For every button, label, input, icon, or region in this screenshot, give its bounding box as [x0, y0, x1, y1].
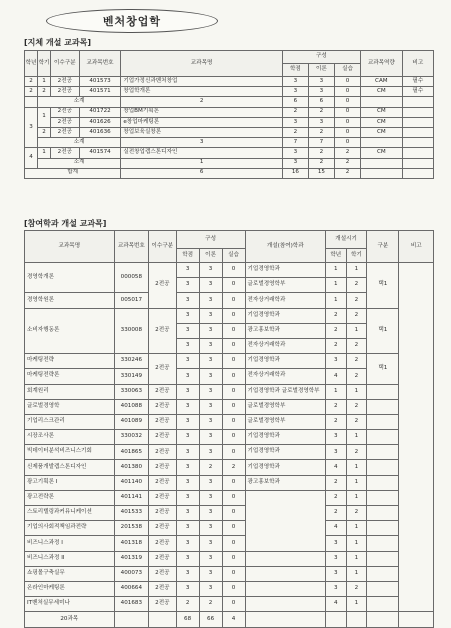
table-row: [25, 414, 434, 429]
course-credit: 3: [176, 414, 199, 429]
course-term: 1: [346, 551, 367, 566]
course-practice: 0: [222, 490, 245, 505]
course-term: 2: [346, 445, 367, 460]
course-credit: 3: [176, 551, 199, 566]
note-cell: [399, 263, 434, 612]
header-period: 개설시기: [325, 231, 366, 249]
course-practice: 0: [222, 263, 245, 278]
course-group: [367, 506, 399, 521]
table-row: 2 2 2전공 401571 창업학개론 3 3 0 CM 필수: [25, 87, 434, 97]
course-type: 2전공: [149, 506, 177, 521]
course-name: 쇼핑몰구축실무: [25, 566, 115, 581]
course-code: 400073: [114, 566, 148, 581]
table-row: [25, 430, 434, 445]
course-year: 3: [325, 430, 346, 445]
total-theory: 66: [199, 612, 222, 627]
table-row: 2 2전공 401636 창업보육실창론 2 2 0 CM: [25, 127, 434, 137]
course-name: 온라인마케팅론: [25, 581, 115, 596]
table-row: [25, 399, 434, 414]
course-practice: 0: [222, 445, 245, 460]
course-term: 2: [346, 278, 367, 293]
course-name: 경영학개론: [25, 263, 115, 293]
course-credit: 3: [176, 354, 199, 369]
course-name: 빅데이터분석비즈니스기회: [25, 445, 115, 460]
course-group: [367, 551, 399, 566]
table-row: [25, 536, 434, 551]
course-year: 2: [325, 323, 346, 338]
course-practice: 0: [222, 369, 245, 384]
course-credit: 3: [176, 506, 199, 521]
course-year: 4: [325, 460, 346, 475]
course-term: 2: [346, 414, 367, 429]
course-type: 2전공: [149, 308, 177, 354]
header-composition: 구성: [282, 51, 360, 64]
course-credit: 3: [176, 399, 199, 414]
course-code: 401140: [114, 475, 148, 490]
course-group: [367, 460, 399, 475]
course-credit: 3: [176, 445, 199, 460]
header-code: 교과목번호: [114, 231, 148, 263]
header-type: 이수구분: [149, 231, 177, 263]
course-type: 2전공: [149, 414, 177, 429]
course-theory: 2: [199, 597, 222, 612]
header-note: 비고: [402, 51, 433, 77]
header-theory: 이론: [199, 249, 222, 263]
course-term: 2: [346, 506, 367, 521]
course-year: 1: [325, 293, 346, 308]
course-code: 330246: [114, 354, 148, 369]
total-row: 합계 6 16 15 2: [25, 168, 434, 178]
header-year: 학년: [325, 249, 346, 263]
course-credit: 3: [176, 566, 199, 581]
course-type: 2전공: [149, 551, 177, 566]
table-row: 3 1 2전공 401722 창업BM기획론 2 2 0 CM: [25, 107, 434, 117]
course-term: 1: [346, 475, 367, 490]
course-theory: 3: [199, 384, 222, 399]
header-note: 비고: [399, 231, 434, 263]
course-group: [367, 581, 399, 596]
header-dept: 개설(참여)학과: [245, 231, 325, 263]
course-type: 2전공: [149, 597, 177, 612]
header-competency: 교과목역량: [361, 51, 403, 77]
course-credit: 3: [176, 263, 199, 278]
table-row: [25, 475, 434, 490]
header-theory: 이론: [308, 64, 334, 77]
table-row: [25, 581, 434, 596]
course-dept: 기업경영학과 글로벌경영학부: [245, 384, 325, 399]
course-theory: 3: [199, 445, 222, 460]
course-year: 4: [325, 521, 346, 536]
course-type: 2전공: [149, 581, 177, 596]
participating-courses-header: [25, 231, 434, 263]
course-name: 기업리스크관리: [25, 414, 115, 429]
course-credit: 3: [176, 384, 199, 399]
course-type: 2전공: [149, 490, 177, 505]
course-theory: 3: [199, 475, 222, 490]
course-practice: 0: [222, 430, 245, 445]
header-group: 구분: [367, 231, 399, 263]
course-group: [367, 414, 399, 429]
course-theory: 3: [199, 263, 222, 278]
course-practice: 0: [222, 506, 245, 521]
total-practice: 4: [222, 612, 245, 627]
course-name: 경영학원론: [25, 293, 115, 308]
course-theory: 3: [199, 323, 222, 338]
course-dept: [245, 566, 325, 581]
course-code: 401865: [114, 445, 148, 460]
course-practice: 0: [222, 323, 245, 338]
course-dept: 기업경영학과: [245, 460, 325, 475]
course-group: [367, 536, 399, 551]
course-theory: 3: [199, 521, 222, 536]
course-practice: 0: [222, 581, 245, 596]
course-term: 1: [346, 384, 367, 399]
course-name: 시장조사론: [25, 430, 115, 445]
course-theory: 2: [199, 460, 222, 475]
course-dept: 전자상거래학과: [245, 338, 325, 353]
course-group: [367, 597, 399, 612]
section-participating-courses-title: [참여학과 개설 교과목]: [24, 219, 107, 228]
course-practice: 2: [222, 460, 245, 475]
course-group: [367, 475, 399, 490]
course-year: 2: [325, 338, 346, 353]
course-name: 비즈니스과정 I: [25, 536, 115, 551]
course-dept: 기업경영학과: [245, 263, 325, 278]
course-year: 2: [325, 475, 346, 490]
course-dept: 기업경영학과: [245, 445, 325, 460]
course-credit: 3: [176, 490, 199, 505]
course-credit: 3: [176, 338, 199, 353]
course-credit: 3: [176, 293, 199, 308]
course-dept: 기업경영학과: [245, 354, 325, 369]
course-type: 2전공: [149, 460, 177, 475]
course-code: 401683: [114, 597, 148, 612]
course-code: 401089: [114, 414, 148, 429]
course-term: 2: [346, 338, 367, 353]
course-code: 401318: [114, 536, 148, 551]
course-code: 401380: [114, 460, 148, 475]
table-row: [25, 597, 434, 612]
course-name: 글로벌경영학: [25, 399, 115, 414]
course-dept: 기업경영학과: [245, 308, 325, 323]
course-theory: 3: [199, 369, 222, 384]
course-type: 2전공: [149, 384, 177, 399]
course-dept: [245, 551, 325, 566]
table-row: [25, 445, 434, 460]
course-year: 2: [325, 308, 346, 323]
course-term: 2: [346, 399, 367, 414]
course-code: 401141: [114, 490, 148, 505]
course-year: 1: [325, 384, 346, 399]
course-term: 1: [346, 566, 367, 581]
course-term: 1: [346, 597, 367, 612]
course-theory: 3: [199, 430, 222, 445]
own-courses-table: [24, 50, 434, 179]
course-term: 1: [346, 430, 367, 445]
course-practice: 0: [222, 354, 245, 369]
course-theory: 3: [199, 308, 222, 323]
course-practice: 0: [222, 414, 245, 429]
course-theory: 3: [199, 354, 222, 369]
course-code: 330063: [114, 384, 148, 399]
course-term: 1: [346, 536, 367, 551]
course-practice: 0: [222, 566, 245, 581]
total-row: [25, 612, 434, 627]
course-practice: 0: [222, 597, 245, 612]
course-type: 2전공: [149, 445, 177, 460]
course-name: IT벤처실무세미나: [25, 597, 115, 612]
subtotal-row: 소계 2 6 6 0: [25, 97, 434, 107]
course-type: 2전공: [149, 536, 177, 551]
course-dept: 기업경영학과: [245, 430, 325, 445]
course-type: 2전공: [149, 399, 177, 414]
course-group: 택1: [367, 308, 399, 354]
course-practice: 0: [222, 551, 245, 566]
course-term: 2: [346, 308, 367, 323]
course-group: [367, 521, 399, 536]
course-code: 400664: [114, 581, 148, 596]
course-dept: 광고홍보학과: [245, 475, 325, 490]
course-credit: 3: [176, 475, 199, 490]
header-practice: 실습: [222, 249, 245, 263]
section-own-courses-title: [지체 개설 교과목]: [24, 38, 91, 47]
subtotal-row: 소계 1 3 2 2: [25, 158, 434, 168]
course-code: 330032: [114, 430, 148, 445]
course-credit: 2: [176, 597, 199, 612]
course-dept: 전자상거래학과: [245, 293, 325, 308]
course-group: 택1: [367, 263, 399, 309]
course-practice: 0: [222, 308, 245, 323]
course-term: 1: [346, 263, 367, 278]
course-theory: 3: [199, 581, 222, 596]
course-practice: 0: [222, 536, 245, 551]
course-year: 3: [325, 536, 346, 551]
course-theory: 3: [199, 551, 222, 566]
course-name: 마케팅전략: [25, 354, 115, 369]
table-row: [25, 551, 434, 566]
course-theory: 3: [199, 490, 222, 505]
course-group: [367, 384, 399, 399]
course-year: 3: [325, 566, 346, 581]
course-dept: 글로벌경영학부: [245, 414, 325, 429]
course-credit: 3: [176, 323, 199, 338]
header-name: 교과목명: [121, 51, 283, 77]
course-year: 3: [325, 445, 346, 460]
course-code: 330149: [114, 369, 148, 384]
course-credit: 3: [176, 581, 199, 596]
table-row: [25, 354, 434, 369]
course-term: 1: [346, 323, 367, 338]
table-row: [25, 263, 434, 278]
table-row: [25, 308, 434, 323]
course-year: 1: [325, 278, 346, 293]
course-type: 2전공: [149, 263, 177, 309]
course-dept: 글로벌경영학부: [245, 278, 325, 293]
course-dept: [245, 597, 325, 612]
course-code: 201538: [114, 521, 148, 536]
course-dept: 광고홍보학과: [245, 323, 325, 338]
course-theory: 3: [199, 278, 222, 293]
course-credit: 3: [176, 521, 199, 536]
course-credit: 3: [176, 308, 199, 323]
course-credit: 3: [176, 278, 199, 293]
course-year: 2: [325, 506, 346, 521]
course-practice: 0: [222, 399, 245, 414]
course-code: 401319: [114, 551, 148, 566]
own-courses-header: [25, 51, 434, 77]
course-year: 3: [325, 581, 346, 596]
course-name: 광고기획론 I: [25, 475, 115, 490]
page-title: 벤처창업학: [46, 9, 218, 33]
course-code: 005017: [114, 293, 148, 308]
course-term: 2: [346, 369, 367, 384]
course-type: 2전공: [149, 354, 177, 384]
course-year: 4: [325, 369, 346, 384]
course-theory: 3: [199, 566, 222, 581]
course-practice: 0: [222, 293, 245, 308]
course-theory: 3: [199, 414, 222, 429]
course-type: 2전공: [149, 475, 177, 490]
course-type: 2전공: [149, 430, 177, 445]
course-name: 소비자행동론: [25, 308, 115, 354]
course-name: 회계원리: [25, 384, 115, 399]
course-term: 2: [346, 293, 367, 308]
total-credit: 68: [176, 612, 199, 627]
course-name: 마케팅전략론: [25, 369, 115, 384]
course-group: 택1: [367, 354, 399, 384]
course-group: [367, 445, 399, 460]
course-term: 1: [346, 460, 367, 475]
course-dept: 전자상거래학과: [245, 369, 325, 384]
table-row: [25, 566, 434, 581]
header-composition: 구성: [176, 231, 245, 249]
course-year: 2: [325, 490, 346, 505]
course-practice: 0: [222, 338, 245, 353]
course-type: 2전공: [149, 521, 177, 536]
header-type: 이수구분: [51, 51, 80, 77]
course-type: 2전공: [149, 566, 177, 581]
course-code: 000058: [114, 263, 148, 293]
header-credit: 학점: [282, 64, 308, 77]
course-credit: 3: [176, 460, 199, 475]
course-year: 3: [325, 354, 346, 369]
course-theory: 3: [199, 338, 222, 353]
participating-courses-table: [24, 230, 434, 628]
course-practice: 0: [222, 521, 245, 536]
header-term: 학기: [346, 249, 367, 263]
header-code: 교과목번호: [79, 51, 121, 77]
course-theory: 3: [199, 293, 222, 308]
course-name: 비즈니스과정 II: [25, 551, 115, 566]
course-code: 401088: [114, 399, 148, 414]
course-practice: 0: [222, 384, 245, 399]
course-theory: 3: [199, 506, 222, 521]
course-year: 2: [325, 399, 346, 414]
table-row: 4 1 2전공 401574 실전창업캡스톤디자인 3 2 2 CM: [25, 148, 434, 158]
course-group: [367, 490, 399, 505]
course-name: 광고전략론: [25, 490, 115, 505]
course-group: [367, 430, 399, 445]
course-code: 401533: [114, 506, 148, 521]
course-year: 2: [325, 414, 346, 429]
course-theory: 3: [199, 399, 222, 414]
course-name: 스토리텔링과커뮤니케이션: [25, 506, 115, 521]
table-row: 2 1 2전공 401573 기업가정신과벤처창업 3 3 0 CAM 필수: [25, 77, 434, 87]
course-term: 1: [346, 521, 367, 536]
course-credit: 3: [176, 369, 199, 384]
header-practice: 실습: [334, 64, 360, 77]
header-name: 교과목명: [25, 231, 115, 263]
course-year: 1: [325, 263, 346, 278]
course-dept: [245, 490, 325, 551]
course-practice: 0: [222, 475, 245, 490]
course-dept: 글로벌경영학부: [245, 399, 325, 414]
table-row: [25, 490, 434, 505]
course-practice: 0: [222, 278, 245, 293]
table-row: [25, 384, 434, 399]
course-theory: 3: [199, 536, 222, 551]
header-year: 학년: [25, 51, 38, 77]
course-term: 2: [346, 581, 367, 596]
table-row: 2전공 401626 e창업마케팅론 3 3 0 CM: [25, 117, 434, 127]
table-row: [25, 460, 434, 475]
course-year: 3: [325, 551, 346, 566]
course-term: 1: [346, 490, 367, 505]
total-label: 20과목: [25, 612, 115, 627]
course-credit: 3: [176, 536, 199, 551]
header-term: 학기: [38, 51, 51, 77]
course-group: [367, 566, 399, 581]
subtotal-row: 소계 3 7 7 0: [25, 138, 434, 148]
course-term: 2: [346, 354, 367, 369]
header-credit: 학점: [176, 249, 199, 263]
course-name: 기업의사회적책임과전략: [25, 521, 115, 536]
course-dept: [245, 581, 325, 596]
table-row: [25, 521, 434, 536]
course-group: [367, 399, 399, 414]
course-year: 4: [325, 597, 346, 612]
course-credit: 3: [176, 430, 199, 445]
course-code: 330008: [114, 308, 148, 354]
course-name: 신제품개발캡스톤디자인: [25, 460, 115, 475]
table-row: [25, 506, 434, 521]
